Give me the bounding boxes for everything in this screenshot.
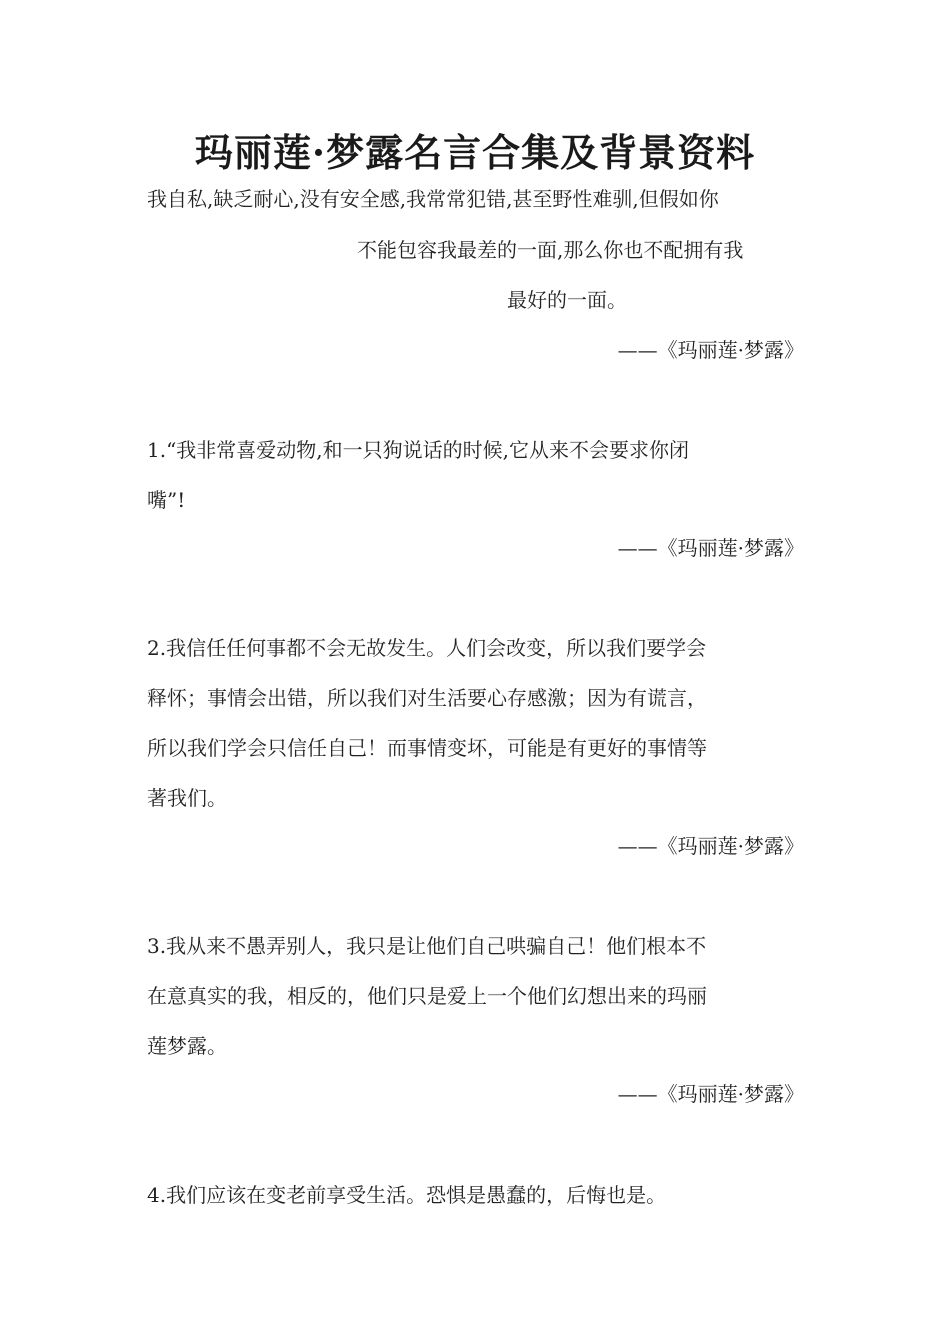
quote-2-line-3: 所以我们学会只信任自己！而事情变坏，可能是有更好的事情等 — [147, 736, 707, 760]
intro-line-3: 最好的一面。 — [507, 288, 627, 312]
page-title: 玛丽莲·梦露名言合集及背景资料 — [194, 130, 756, 175]
intro-attribution: ——《玛丽莲·梦露》 — [617, 338, 804, 362]
quote-4-line-1: 4.我们应该在变老前享受生活。恐惧是愚蠢的，后悔也是。 — [147, 1183, 667, 1207]
intro-line-1: 我自私,缺乏耐心,没有安全感,我常常犯错,甚至野性难驯,但假如你 — [147, 187, 719, 211]
intro-line-2: 不能包容我最差的一面,那么你也不配拥有我 — [357, 238, 744, 262]
quote-3-attribution: ——《玛丽莲·梦露》 — [617, 1082, 804, 1106]
quote-3-line-3: 莲梦露。 — [147, 1034, 227, 1058]
quote-1-attribution: ——《玛丽莲·梦露》 — [617, 536, 804, 560]
quote-2-attribution: ——《玛丽莲·梦露》 — [617, 834, 804, 858]
quote-2-line-1: 2.我信任任何事都不会无故发生。人们会改变，所以我们要学会 — [147, 636, 707, 660]
quote-2-line-4: 著我们。 — [147, 786, 227, 810]
quote-1-line-1: 1.“我非常喜爱动物,和一只狗说话的时候,它从来不会要求你闭 — [147, 438, 690, 462]
quote-3-line-1: 3.我从来不愚弄别人，我只是让他们自己哄骗自己！他们根本不 — [147, 934, 707, 958]
quote-3-line-2: 在意真实的我，相反的，他们只是爱上一个他们幻想出来的玛丽 — [147, 984, 707, 1008]
quote-2-line-2: 释怀；事情会出错，所以我们对生活要心存感激；因为有谎言， — [147, 686, 707, 710]
quote-1-line-2: 嘴”! — [147, 488, 186, 512]
